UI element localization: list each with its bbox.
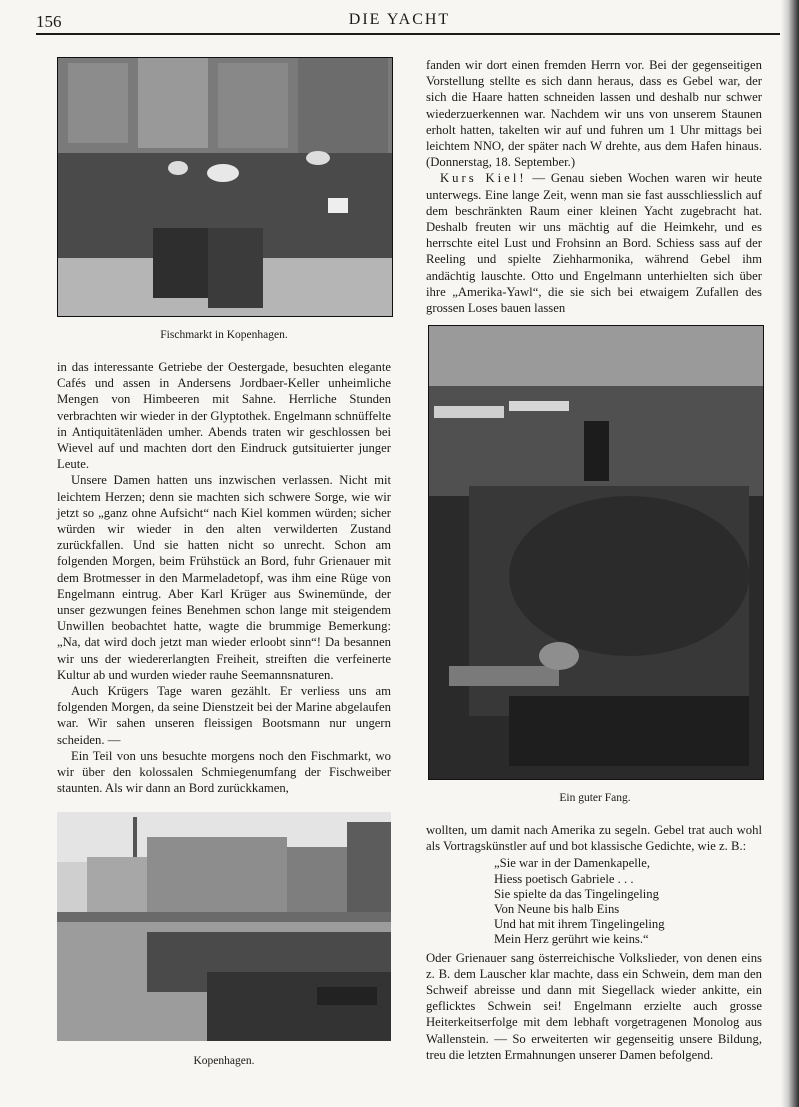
fang-photo xyxy=(428,325,764,780)
paragraph: wollten, um damit nach Amerika zu segeln. Gebel trat auch wohl als Vortragskünstler auf und bot klassische Gedichte, wie z. B.: xyxy=(426,823,762,854)
poem-line: Von Neune bis halb Eins xyxy=(494,902,620,917)
scan-edge xyxy=(781,0,799,1107)
poem xyxy=(494,856,762,947)
fischmarkt-photo xyxy=(57,57,393,317)
paragraph: Oder Grienauer sang österreichische Volkslieder, von denen eins z. B. dem Lauscher klar machte, dass ein Schwein, dem man den Schweif abreisse und dann mit Siegellack wieder ankitte, ein geflicktes Schwein sei! Engelmann erzielte auch grosse Heiterkeitserfolge mit dem lebhaft vorgetragenen Monolog aus Wallenstein. — So erweiterten wir gegenseitig unsere Bildung, treu die letzten Ermahnungen unserer Damen befolgend. xyxy=(426,950,762,1062)
poem-line: Hiess poetisch Gabriele . . . xyxy=(494,871,634,886)
paragraph: Unsere Damen hatten uns inzwischen verlassen. Nicht mit leichtem Herzen; denn sie machten sich schwere Sorge, wie wir jetzt so „ganz ohne Aufsicht“ nach Kiel kommen würden; sicher würden wir wieder in den alten verwilderten Zustand zurückfallen. Und sie hatten nicht so unrecht. Schon am folgenden Morgen, beim Frühstück an Bord, fuhr Grienauer mit dem Brotmesser in den Marmeladetopf, was ihm eine Rüge von Engelmann eintrug. Aber Karl Krüger aus Swinemünde, der unser gezwungen feines Benehmen schon lange mit steigendem Unwillen beobachtet hatte, wagte die brummige Bemerkung: „Na, dat wird doch jetzt man wieder erloobt sinn“! Da besannen wir uns der wiedererlangten Freiheit, streiften die verfeinerte Kultur ab und wurden wieder rauhe Seemannsnaturen. xyxy=(57,473,391,682)
kopenhagen-photo xyxy=(57,812,391,1041)
fischmarkt-caption: Fischmarkt in Kopenhagen. xyxy=(160,329,288,341)
paragraph: Ein Teil von uns besuchte morgens noch den Fischmarkt, wo wir über den kolossalen Schmiegenumfang der Fischweiber staunten. Als wir dann an Bord zurückkamen, xyxy=(57,748,391,796)
left-column xyxy=(57,359,391,796)
page-number: 156 xyxy=(36,12,62,31)
fang-caption: Ein guter Fang. xyxy=(559,792,631,804)
poem-line: Mein Herz gerührt wie keins.“ xyxy=(494,932,649,947)
paragraph: fanden wir dort einen fremden Herrn vor. Bei der gegenseitigen Vorstellung stellte es sich dann heraus, dass es Gebel war, der sich die Haare hatten schneiden lassen und deshalb nur schwer wiederzuerkennen war. Nachdem wir uns von unserem Staunen erholt hatten, takelten wir auf und fuhren um 1 Uhr mittags bei leichtem NNO, der später nach W drehte, aus dem Hafen hinaus. (Donnerstag, 18. September.) xyxy=(426,58,762,170)
right-column-top xyxy=(426,57,762,316)
paragraph: in das interessante Getriebe der Oestergade, besuchten elegante Cafés und assen in Andersens Jordbaer-Keller unheimliche Mengen von Himbeeren mit Sahne. Herrliche Stunden verbrachten wir wieder in der Glyptothek. Engelmann schnüffelte in Antiquitätenläden umher. Abends traten wir geschlossen bei Wievel auf und machten dort den Eindruck gutsituierter junger Leute. xyxy=(57,360,391,472)
paragraph: Kurs Kiel! — Genau sieben Wochen waren wir heute unterwegs. Eine lange Zeit, wenn man sie fast ausschliesslich auf dem beschränkten Raum einer kleinen Yacht zugebracht hat. Deshalb freuten wir uns mächtig auf die Heimkehr, und es herrschte eitel Lust und Frohsinn an Bord. Schiess sass auf der Reeling und spielte Ziehharmonika, während Gebel ihm andächtig lauschte. Otto und Engelmann unterhielten sich über ihre „Amerika-Yawl“, die sie sich bei etwaigem Zufallen des grossen Loses bauen lassen xyxy=(426,171,762,316)
section-lead: Kurs Kiel! xyxy=(440,171,527,186)
poem-line: Sie spielte da das Tingelingeling xyxy=(494,886,659,901)
running-title: DIE YACHT xyxy=(348,11,451,28)
right-column-bottom xyxy=(426,822,762,1063)
poem-line: Und hat mit ihrem Tingelingeling xyxy=(494,917,665,932)
poem-line: „Sie war in der Damenkapelle, xyxy=(494,856,651,871)
kopenhagen-caption: Kopenhagen. xyxy=(193,1055,255,1067)
header-rule xyxy=(36,33,780,35)
paragraph: Auch Krügers Tage waren gezählt. Er verliess uns am folgenden Morgen, da seine Dienstzeit bei der Marine abgelaufen war. Wir sahen unseren fleissigen Bootsmann nur ungern scheiden. — xyxy=(57,684,391,747)
